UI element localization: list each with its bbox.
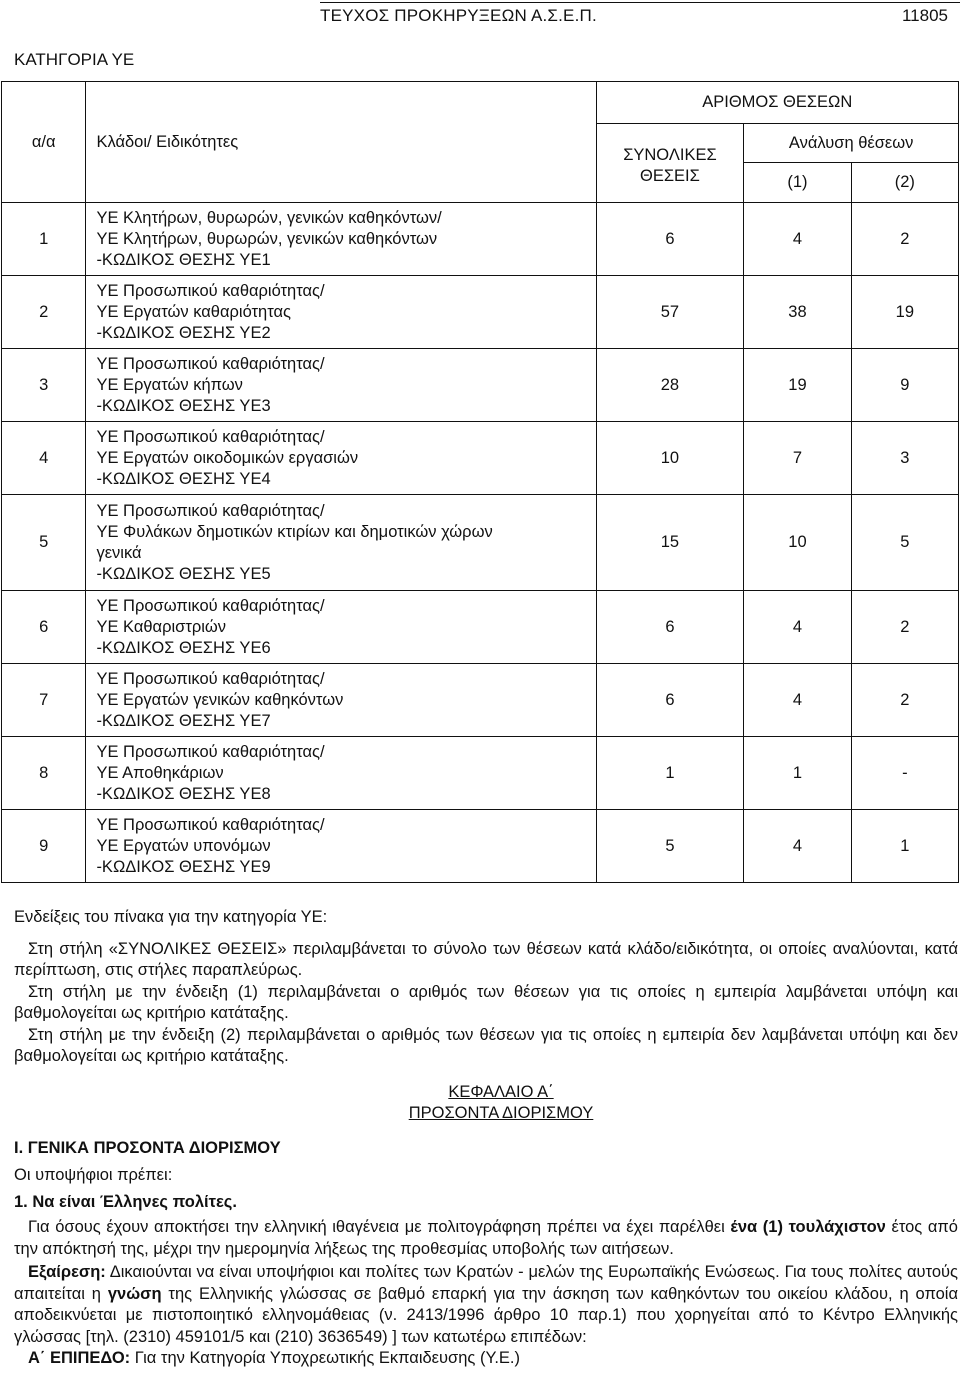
row-total: 6 — [596, 591, 744, 664]
level-text: Για την Κατηγορία Υποχρεωτικής Εκπαιδευσης (Υ.Ε.) — [130, 1349, 521, 1367]
head-total-line1: ΣΥΝΟΛΙΚΕΣ — [623, 146, 717, 164]
row-col2: 2 — [851, 664, 958, 737]
row-branch — [86, 664, 596, 737]
row-total: 15 — [596, 495, 744, 591]
page-number: 11805 — [901, 6, 948, 25]
row-col1: 4 — [744, 203, 851, 276]
header-rule — [320, 2, 960, 3]
exception-paragraph — [14, 1262, 958, 1348]
section-heading-text: I. ΓΕΝΙΚΑ ΠΡΟΣΟΝΤΑ ΔΙΟΡΙΣΜΟΥ — [14, 1138, 281, 1157]
head-col2: (2) — [851, 163, 958, 203]
table-row — [2, 349, 959, 422]
row-col1: 38 — [744, 276, 851, 349]
row-branch-line: -ΚΩΔΙΚΟΣ ΘΕΣΗΣ ΥΕ8 — [96, 784, 271, 803]
section-heading — [14, 1138, 958, 1160]
row-total: 10 — [596, 422, 744, 495]
row-total: 28 — [596, 349, 744, 422]
table-row — [2, 810, 959, 883]
row-col2: 2 — [851, 591, 958, 664]
row-branch-line: ΥΕ Προσωπικού καθαριότητας/ — [96, 354, 325, 373]
row-branch — [86, 276, 596, 349]
notes-section — [14, 907, 958, 1370]
row-col2: 3 — [851, 422, 958, 495]
journal-title: ΤΕΥΧΟΣ ΠΡΟΚΗΡΥΞΕΩΝ Α.Σ.Ε.Π. — [320, 6, 597, 25]
row-branch-line: ΥΕ Εργατών καθαριότητας — [96, 302, 291, 321]
row-col1: 4 — [744, 664, 851, 737]
row-branch-line: ΥΕ Προσωπικού καθαριότητας/ — [96, 281, 325, 300]
row-branch-line: -ΚΩΔΙΚΟΣ ΘΕΣΗΣ ΥΕ3 — [96, 396, 271, 415]
row-number: 6 — [2, 591, 86, 664]
row-branch-line: -ΚΩΔΙΚΟΣ ΘΕΣΗΣ ΥΕ2 — [96, 323, 271, 342]
table-row — [2, 737, 959, 810]
exception-label: Εξαίρεση: — [28, 1263, 106, 1281]
row-branch — [86, 737, 596, 810]
row-branch-line: ΥΕ Καθαριστριών — [96, 617, 227, 636]
head-total — [596, 124, 744, 203]
table-row — [2, 422, 959, 495]
row-branch-line: ΥΕ Φυλάκων δημοτικών κτιρίων και δημοτικών χώρων — [96, 522, 493, 541]
notes-col1-paragraph: Στη στήλη με την ένδειξη (1) περιλαμβάνεται ο αριθμός των θέσεων για τις οποίες η εμπειρία λαμβάνεται υπόψη και βαθμολογείται ως κριτήριο κατάταξης. — [14, 982, 958, 1022]
row-col2: 9 — [851, 349, 958, 422]
table-row — [2, 276, 959, 349]
table-row — [2, 591, 959, 664]
category-label: ΚΑΤΗΓΟΡΙΑ ΥΕ — [14, 50, 135, 69]
row-branch-line: ΥΕ Προσωπικού καθαριότητας/ — [96, 427, 325, 446]
row-branch-line: ΥΕ Εργατών υπονόμων — [96, 836, 271, 855]
citizenship-text-a: Για όσους έχουν αποκτήσει την ελληνική ιθαγένεια με πολιτογράφηση πρέπει να έχει παρέλθει — [28, 1218, 731, 1236]
row-number: 5 — [2, 495, 86, 591]
row-col1: 4 — [744, 591, 851, 664]
notes-intro: Ενδείξεις του πίνακα για την κατηγορία ΥΕ: — [14, 908, 328, 926]
row-branch — [86, 349, 596, 422]
row-total: 6 — [596, 203, 744, 276]
row-branch — [86, 810, 596, 883]
row-col1: 19 — [744, 349, 851, 422]
row-branch-line: ΥΕ Προσωπικού καθαριότητας/ — [96, 742, 325, 761]
row-branch-line: ΥΕ Προσωπικού καθαριότητας/ — [96, 815, 325, 834]
exception-text-b: της Ελληνικής γλώσσας σε βαθμό επαρκή για την άσκηση των καθηκόντων του οικείου κλάδου, η οποία αποδεικνύεται με πιστοποιητικό ελληνομάθειας (ν. 2413/1996 άρθρο 10 παρ.1) που χορηγείται από το Κέντρο Ελληνικής γλώσσας [τηλ. (2310) 459101/5 και (210) 3636549) ] των κατωτέρω επιπέδων: — [14, 1284, 958, 1346]
row-branch-line: -ΚΩΔΙΚΟΣ ΘΕΣΗΣ ΥΕ1 — [96, 250, 271, 269]
row-total: 6 — [596, 664, 744, 737]
row-branch-line: ΥΕ Κλητήρων, θυρωρών, γενικών καθηκόντων — [96, 229, 438, 248]
row-branch-line: ΥΕ Κλητήρων, θυρωρών, γενικών καθηκόντων/ — [96, 208, 442, 227]
row-number: 8 — [2, 737, 86, 810]
table-head-row-1 — [2, 82, 959, 124]
row-branch-line: -ΚΩΔΙΚΟΣ ΘΕΣΗΣ ΥΕ5 — [96, 564, 271, 583]
row-col2: 1 — [851, 810, 958, 883]
row-branch-line: γενικά — [96, 543, 142, 562]
head-aa: α/α — [2, 82, 86, 203]
chapter-title: ΚΕΦΑΛΑΙΟ Α΄ — [448, 1082, 554, 1101]
row-branch-line: -ΚΩΔΙΚΟΣ ΘΕΣΗΣ ΥΕ4 — [96, 469, 271, 488]
row-col2: 2 — [851, 203, 958, 276]
row-branch-line: -ΚΩΔΙΚΟΣ ΘΕΣΗΣ ΥΕ9 — [96, 857, 271, 876]
row-branch-line: -ΚΩΔΙΚΟΣ ΘΕΣΗΣ ΥΕ6 — [96, 638, 271, 657]
row-branch-line: ΥΕ Προσωπικού καθαριότητας/ — [96, 596, 325, 615]
row-col1: 1 — [744, 737, 851, 810]
head-branches: Κλάδοι/ Ειδικότητες — [86, 82, 596, 203]
row-total: 57 — [596, 276, 744, 349]
row-number: 9 — [2, 810, 86, 883]
row-number: 3 — [2, 349, 86, 422]
row-col2: - — [851, 737, 958, 810]
row-branch-line: -ΚΩΔΙΚΟΣ ΘΕΣΗΣ ΥΕ7 — [96, 711, 271, 730]
page-header — [0, 2, 960, 28]
row-branch — [86, 422, 596, 495]
row-branch — [86, 203, 596, 276]
notes-total-paragraph: Στη στήλη «ΣΥΝΟΛΙΚΕΣ ΘΕΣΕΙΣ» περιλαμβάνεται το σύνολο των θέσεων κατά κλάδο/ειδικότητα, οι οποίες αναλύονται, κατά περίπτωση, στις στήλες παραπλεύρως. — [14, 939, 958, 979]
head-col1: (1) — [744, 163, 851, 203]
exception-text-bold: γνώση — [107, 1284, 162, 1303]
positions-table — [1, 81, 959, 883]
row-number: 4 — [2, 422, 86, 495]
chapter-subtitle: ΠΡΟΣΟΝΤΑ ΔΙΟΡΙΣΜΟΥ — [408, 1104, 594, 1122]
candidates-line: Οι υποψήφιοι πρέπει: — [14, 1166, 173, 1184]
citizenship-text-bold: ένα (1) τουλάχιστον — [730, 1218, 886, 1236]
level-label: Α΄ ΕΠΙΠΕΔΟ: — [28, 1349, 131, 1367]
table-row — [2, 495, 959, 591]
row-total: 5 — [596, 810, 744, 883]
level-paragraph — [14, 1348, 958, 1370]
table-row — [2, 203, 959, 276]
row-number: 1 — [2, 203, 86, 276]
row-total: 1 — [596, 737, 744, 810]
row-branch — [86, 591, 596, 664]
head-positions-count: ΑΡΙΘΜΟΣ ΘΕΣΕΩΝ — [596, 82, 958, 124]
row-number: 2 — [2, 276, 86, 349]
exception-text-a: Δικαιούνται να είναι υποψήφιοι και πολίτες των Κρατών - μελών της Ευρωπαϊκής Ενώσεως. Για τους πολίτες αυτούς απαιτείται η — [14, 1263, 958, 1303]
citizenship-text-b: έτος από την απόκτησή της, μέχρι την ημερομηνία λήξεως της προθεσμίας υποβολής των αιτήσεων. — [14, 1218, 958, 1258]
row-branch-line: ΥΕ Εργατών οικοδομικών εργασιών — [96, 448, 359, 467]
row-branch — [86, 495, 596, 591]
row-col1: 7 — [744, 422, 851, 495]
head-total-line2: ΘΕΣΕΙΣ — [640, 167, 700, 185]
requirement-1-text: 1. Να είναι Έλληνες πολίτες. — [14, 1192, 237, 1211]
row-col1: 4 — [744, 810, 851, 883]
row-col1: 10 — [744, 495, 851, 591]
row-branch-line: ΥΕ Προσωπικού καθαριότητας/ — [96, 669, 325, 688]
table-body — [2, 203, 959, 883]
table-row — [2, 664, 959, 737]
requirement-1 — [14, 1192, 958, 1214]
row-branch-line: ΥΕ Εργατών κήπων — [96, 375, 243, 394]
row-number: 7 — [2, 664, 86, 737]
notes-col2-paragraph: Στη στήλη με την ένδειξη (2) περιλαμβάνεται ο αριθμός των θέσεων για τις οποίες η εμπειρία δεν λαμβάνεται υπόψη και δεν βαθμολογείται ως κριτήριο κατάταξης. — [14, 1025, 958, 1065]
head-analysis: Ανάλυση θέσεων — [744, 124, 959, 163]
row-col2: 19 — [851, 276, 958, 349]
row-branch-line: ΥΕ Αποθηκάριων — [96, 763, 224, 782]
citizenship-paragraph — [14, 1217, 958, 1260]
row-branch-line: ΥΕ Εργατών γενικών καθηκόντων — [96, 690, 344, 709]
row-col2: 5 — [851, 495, 958, 591]
row-branch-line: ΥΕ Προσωπικού καθαριότητας/ — [96, 501, 325, 520]
